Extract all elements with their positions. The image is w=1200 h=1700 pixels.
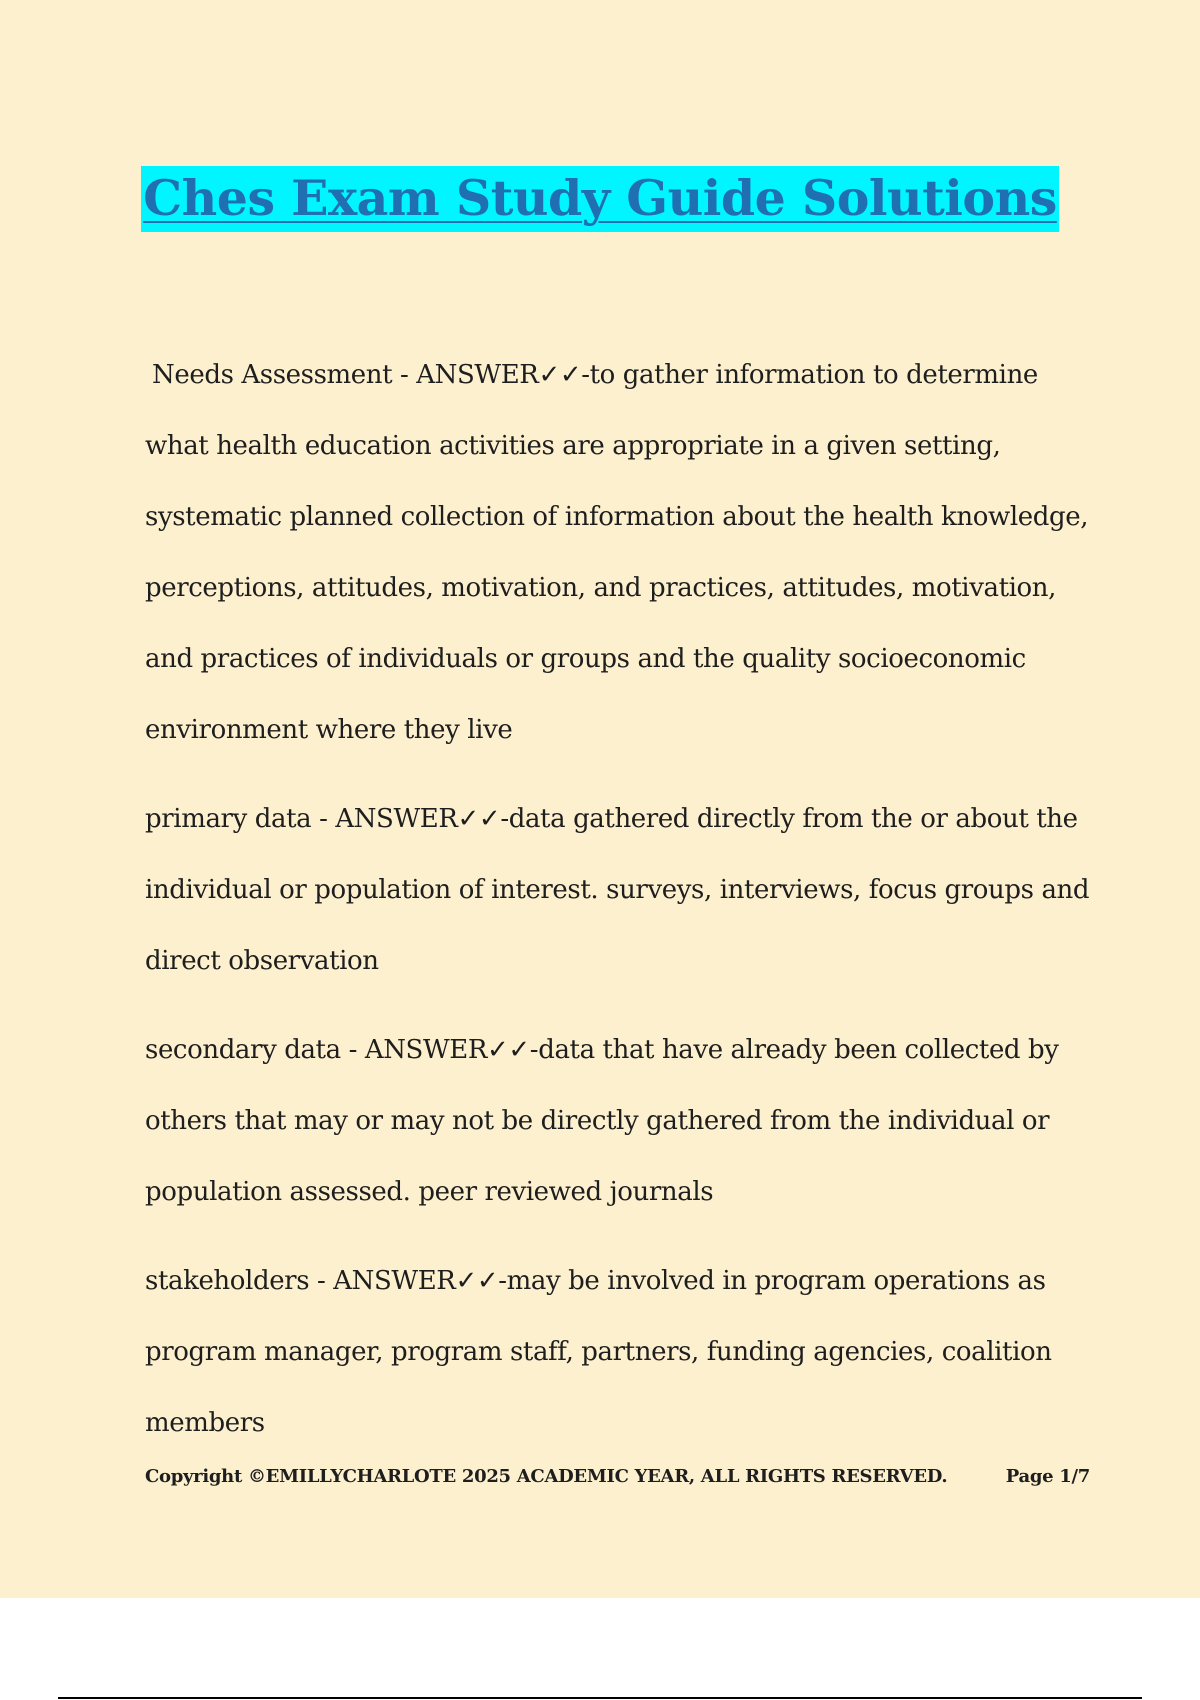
title-container: [0, 166, 1200, 232]
entry-primary-data: primary data - ANSWER✓✓-data gathered directly from the or about the individual or population of interest. surveys, interviews, focus groups and direct observation: [145, 804, 1090, 976]
copyright-notice: Copyright ©EMILLYCHARLOTE 2025 ACADEMIC YEAR, ALL RIGHTS RESERVED.: [145, 1466, 948, 1487]
study-guide-entries: [145, 340, 1090, 1459]
entry-stakeholders: stakeholders - ANSWER✓✓-may be involved in program operations as program manager, program staff, partners, funding agencies, coalition members: [145, 1266, 1052, 1438]
page-title: Ches Exam Study Guide Solutions: [141, 166, 1059, 232]
entry-secondary-data: secondary data - ANSWER✓✓-data that have already been collected by others that may or may not be directly gathered from the individual or population assessed. peer reviewed journals: [145, 1035, 1059, 1207]
next-page-divider: [58, 1697, 1142, 1699]
entry-needs-assessment: Needs Assessment - ANSWER✓✓-to gather information to determine what health education activities are appropriate in a given setting, systematic planned collection of information about the health knowledge, perceptions, attitudes, motivation, and practices, attitudes, motivation, and practices of individuals or groups and the quality socioeconomic environment where they live: [145, 360, 1089, 745]
page-number: Page 1/7: [1005, 1466, 1090, 1487]
